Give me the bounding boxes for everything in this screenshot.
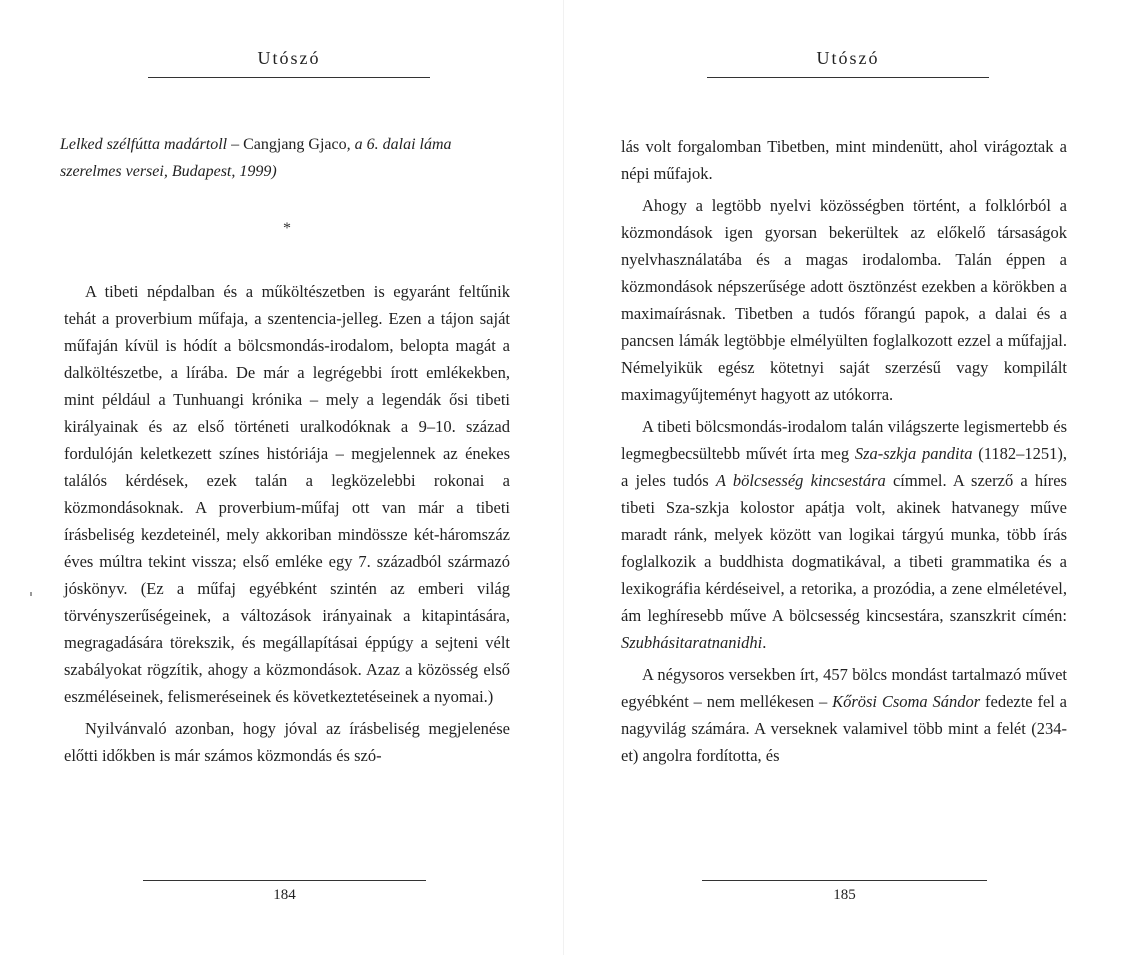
p3-text-a: A tibeti bölcsmondás-irodalom talán világszerte legismertebb és legmegbecsültebb művét írta meg — [621, 417, 1067, 463]
right-paragraph-2: Ahogy a legtöbb nyelvi közösségben történt, a folklórból a közmondások igen gyorsan bekerültek az előkelő társaságok nyelvhasználatába és a magas irodalomba. Talán éppen a közmondások népszerűsége adott ösztönzést ezekben a körökben a maximaírásnak. Tibetben a tudós főrangú papok, a dalai és a pancsen lámák legtöbbje elmélyülten foglalkozott ezzel a műfajjal. Némelyikük egész kötetnyi saját szerzésű vagy kompilált maximagyűjteményt hagyott az utókorra. — [621, 196, 1067, 404]
page-number-right: 185 — [833, 887, 856, 903]
quote-title: Lelked szélfútta madártoll — [60, 136, 228, 153]
p3-text-b: (1182–1251), a jeles tudós — [621, 444, 1067, 490]
author-name-italic: Sza-szkja pandita — [854, 444, 973, 463]
quote-reference — [60, 131, 510, 185]
right-page — [564, 0, 1128, 955]
right-paragraph-3 — [621, 413, 1067, 656]
section-separator: * — [283, 220, 291, 237]
footer-rule-left — [143, 880, 426, 881]
right-body-text — [621, 133, 1067, 769]
quote-author: Cangjang Gjaco — [243, 136, 347, 153]
left-paragraph-2: Nyilvánvaló azonban, hogy jóval az írásbeliség megjelenése előtti időkben is már számos közmondás és szó- — [64, 719, 510, 765]
p3-text-c: címmel. A szerző a híres tibeti Sza-szkja kolostor apátja volt, akinek hatvanegy műve maradt ránk, melyek között van logikai tárgyú munka, több írás foglalkozik a buddhista dogmatikával, a tibeti grammatika és a lexikográfia kérdéseivel, a retorika, a prozódia, a zene elméletével, ám leghíresebb műve A bölcsesség kincsestára, szanszkrit címén: — [621, 471, 1067, 625]
p4-text-a: A négysoros versekben írt, 457 bölcs mondást tartalmazó művet egyébként – nem mellékesen – — [621, 665, 1067, 711]
left-body-text — [64, 278, 510, 769]
running-head-left: Utószó — [257, 48, 321, 68]
right-paragraph-1: lás volt forgalomban Tibetben, mint mindenütt, ahol virágoztak a népi műfajok. — [621, 137, 1067, 183]
header-rule-right — [707, 77, 989, 78]
page-number-left: 184 — [273, 887, 296, 903]
footer-rule-right — [702, 880, 987, 881]
sanskrit-title-italic: Szubhásitaratnanidhi — [621, 633, 763, 652]
quote-details-line2: szerelmes versei, Budapest, 1999) — [60, 163, 277, 180]
right-paragraph-4 — [621, 661, 1067, 769]
quote-dash: – — [227, 136, 244, 153]
work-title-italic: A bölcsesség kincsestára — [715, 471, 886, 490]
quote-details-line1: , a 6. dalai láma — [346, 136, 452, 153]
left-paragraph-1: A tibeti népdalban és a műköltészetben is egyaránt feltűnik tehát a proverbium műfaja, a szentencia-jelleg. Ezen a tájon saját műfaján kívül is hódít a bölcsmondás-irodalom, belopta magát a dalköltészetbe, a lírába. De már a legrégebbi írott emlékekben, mint például a Tunhuangi krónika – mely a legendák ősi tibeti királyainak és az első történeti uralkodóknak a 9–10. század fordulóján keletkezett színes históriája – megjelennek az énekes találós kérdések, ezek talán a legközelebbi rokonai a közmondásoknak. A proverbium-műfaj ott van már a tibeti írásbeliség kezdeteinél, mely akkoriban mindössze két-háromszáz éves múltra tekint vissza; első emléke egy 7. századból származó jóskönyv. (Ez a műfaj egyébként szintén az emberi világ törvényszerűségeinek, a változások irányainak a kitapintására, megragadására törekszik, és megállapításai éppúgy a sejteni vélt szabályokat rögzítik, ahogy a közmondások. Azaz a közösség első eszméléseinek, felismeréseinek és következtetéseinek a nyomai.) — [64, 282, 510, 706]
scan-speck — [30, 592, 32, 596]
p3-text-d: . — [762, 633, 767, 652]
p4-text-b: fedezte fel a nagyvilág számára. A verseknek valamivel több mint a felét (234-et) angolra fordította, és — [621, 692, 1067, 765]
person-name-italic: Kőrösi Csoma Sándor — [832, 692, 981, 711]
header-rule-left — [148, 77, 430, 78]
running-head-right: Utószó — [816, 48, 880, 68]
